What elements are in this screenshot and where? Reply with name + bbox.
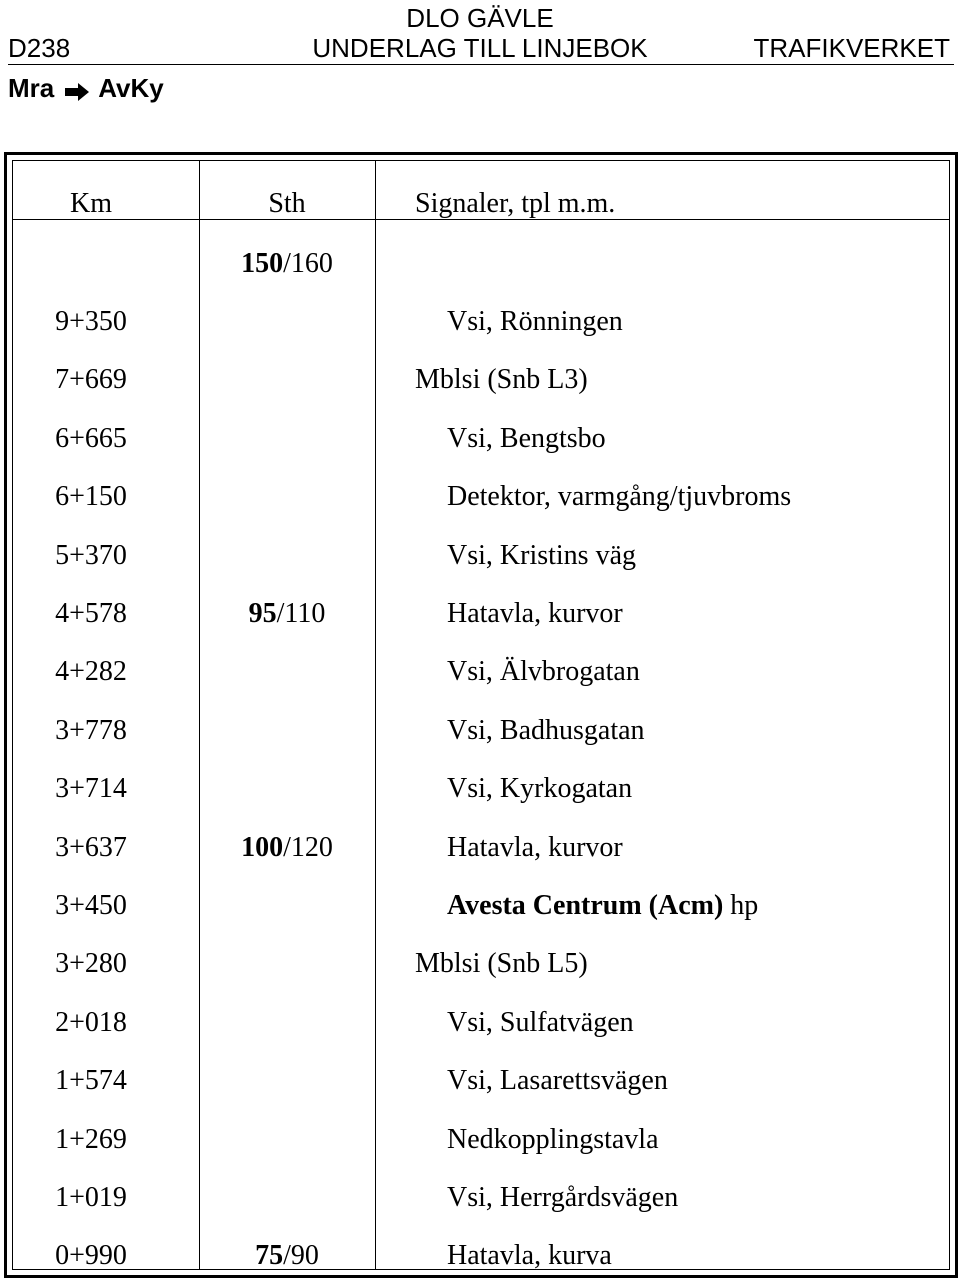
speed-primary: 75 <box>255 1240 284 1271</box>
speed-primary: 100 <box>241 832 284 863</box>
table-body <box>12 160 950 1270</box>
signal-entry: Vsi, Kyrkogatan <box>447 773 633 804</box>
signal-entry: Vsi, Kristins väg <box>447 540 636 571</box>
document-subtitle: UNDERLAG TILL LINJEBOK <box>312 33 648 63</box>
signal-entry: Hatavla, kurvor <box>447 832 623 863</box>
km-value: 5+370 <box>55 540 127 571</box>
km-value: 3+637 <box>55 832 127 863</box>
km-value: 4+282 <box>55 656 127 687</box>
signal-entry: Detektor, varmgång/tjuvbroms <box>447 481 792 512</box>
signal-entry: Mblsi (Snb L5) <box>415 948 588 979</box>
route-indicator <box>8 73 164 103</box>
signal-entry: Vsi, Rönningen <box>447 306 623 337</box>
km-value: 1+269 <box>55 1124 127 1155</box>
speed-value <box>199 598 375 630</box>
signal-entry <box>447 890 758 922</box>
km-value: 1+574 <box>55 1065 127 1096</box>
speed-secondary: /90 <box>283 1240 319 1271</box>
km-value: 3+280 <box>55 948 127 979</box>
column-divider <box>375 161 376 1269</box>
signal-entry: Vsi, Badhusgatan <box>447 715 645 746</box>
document-code: D238 <box>8 33 71 63</box>
signal-entry: Vsi, Lasarettsvägen <box>447 1065 668 1096</box>
speed-value <box>199 832 375 864</box>
speed-primary: 95 <box>248 598 277 629</box>
column-header-signals: Signaler, tpl m.m. <box>415 188 616 219</box>
km-value: 4+578 <box>55 598 127 629</box>
column-header-km: Km <box>70 188 112 219</box>
initial-speed <box>199 248 375 280</box>
km-value: 7+669 <box>55 364 127 395</box>
speed-secondary: /120 <box>283 832 333 863</box>
agency-name: TRAFIKVERKET <box>753 33 950 63</box>
speed-value <box>199 1240 375 1272</box>
linebook-table <box>4 152 958 1278</box>
signal-entry: Hatavla, kurvor <box>447 598 623 629</box>
signal-entry: Vsi, Sulfatvägen <box>447 1007 634 1038</box>
speed-primary: 150 <box>241 248 284 279</box>
km-value: 3+714 <box>55 773 127 804</box>
km-value: 6+150 <box>55 481 127 512</box>
km-value: 6+665 <box>55 423 127 454</box>
arrow-right-icon <box>64 78 90 98</box>
km-value: 3+778 <box>55 715 127 746</box>
column-divider <box>199 161 200 1269</box>
route-from: Mra <box>8 73 55 103</box>
km-value: 9+350 <box>55 306 127 337</box>
signal-entry: Vsi, Bengtsbo <box>447 423 606 454</box>
km-value: 2+018 <box>55 1007 127 1038</box>
route-to: AvKy <box>98 73 164 103</box>
signal-entry: Mblsi (Snb L3) <box>415 364 588 395</box>
signal-entry: Hatavla, kurva <box>447 1240 612 1271</box>
station-type: hp <box>723 890 759 921</box>
km-value: 1+019 <box>55 1182 127 1213</box>
km-value: 0+990 <box>55 1240 127 1271</box>
station-name: Avesta Centrum (Acm) <box>447 890 724 921</box>
signal-entry: Vsi, Herrgårdsvägen <box>447 1182 679 1213</box>
km-value: 3+450 <box>55 890 127 921</box>
signal-entry: Nedkopplingstavla <box>447 1124 659 1155</box>
column-header-sth: Sth <box>268 188 306 219</box>
speed-secondary: /160 <box>283 248 333 279</box>
speed-secondary: /110 <box>276 598 326 629</box>
header-divider <box>8 64 954 65</box>
signal-entry: Vsi, Älvbrogatan <box>447 656 640 687</box>
document-title: DLO GÄVLE <box>406 3 554 33</box>
